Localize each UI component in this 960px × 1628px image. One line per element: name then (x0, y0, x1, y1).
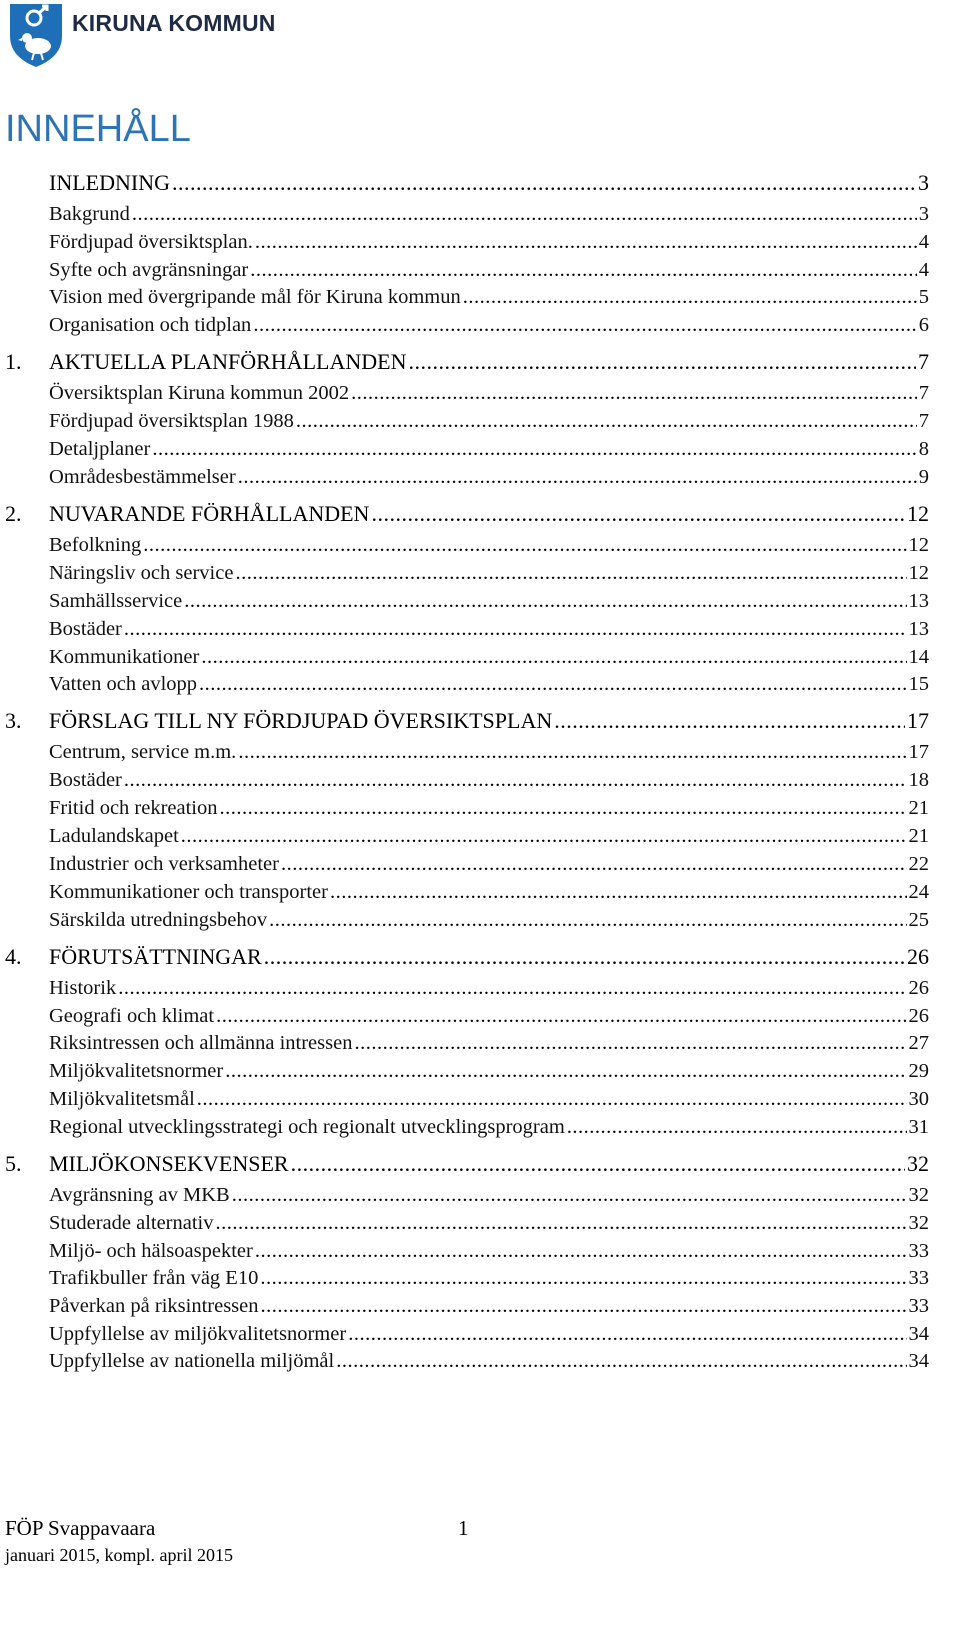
toc-entry-label: Bostäder (49, 769, 122, 791)
footer-page-number: 1 (458, 1516, 469, 1540)
toc-entry[interactable] (49, 201, 929, 227)
toc-entry-label: Geografi och klimat (49, 1005, 215, 1027)
toc-entry[interactable] (5, 944, 929, 970)
toc-entry-label: Historik (49, 977, 117, 999)
toc-entry-page: 24 (908, 881, 929, 903)
toc-entry-page: 7 (918, 382, 929, 404)
toc-leader-dots (255, 229, 917, 255)
toc-entry-label: Särskilda utredningsbehov (49, 909, 268, 931)
toc-entry-page: 13 (908, 590, 929, 612)
toc-leader-dots (260, 1265, 906, 1291)
toc-entry[interactable] (49, 1114, 929, 1140)
toc-entry-page: 32 (908, 1212, 929, 1234)
toc-entry-label: MILJÖKONSEKVENSER (49, 1151, 289, 1176)
toc-leader-dots (118, 975, 906, 1001)
toc-entry[interactable] (49, 588, 929, 614)
toc-entry[interactable] (49, 907, 929, 933)
toc-leader-dots (197, 1086, 907, 1112)
toc-entry-label: Miljö- och hälsoaspekter (49, 1240, 253, 1262)
toc-entry-page: 21 (908, 825, 929, 847)
toc-leader-dots (336, 1348, 906, 1374)
toc-leader-dots (291, 1151, 905, 1177)
toc-leader-dots (261, 1293, 907, 1319)
toc-leader-dots (199, 671, 906, 697)
toc-entry[interactable] (5, 170, 929, 196)
toc-leader-dots (235, 560, 906, 586)
toc-entry-label: Syfte och avgränsningar (49, 259, 249, 281)
toc-entry-label: Bostäder (49, 618, 122, 640)
toc-entry-number: 5. (5, 1151, 22, 1176)
toc-entry-label: Organisation och tidplan (49, 314, 252, 336)
toc-entry-number: 3. (5, 708, 22, 733)
toc-entry[interactable] (49, 1086, 929, 1112)
toc-entry-label: Fritid och rekreation (49, 797, 218, 819)
toc-entry[interactable] (49, 671, 929, 697)
toc-entry[interactable] (5, 1151, 929, 1177)
toc-leader-dots (371, 501, 905, 527)
toc-leader-dots (296, 408, 917, 434)
toc-entry-page: 22 (908, 853, 929, 875)
toc-entry-page: 15 (908, 673, 929, 695)
toc-leader-dots (184, 588, 906, 614)
toc-leader-dots (354, 1030, 906, 1056)
toc-leader-dots (281, 851, 907, 877)
toc-entry-label: Bakgrund (49, 203, 130, 225)
toc-entry-page: 6 (918, 314, 929, 336)
toc-entry[interactable] (5, 349, 929, 375)
toc-entry-page: 32 (908, 1184, 929, 1206)
toc-entry-page: 31 (908, 1116, 929, 1138)
toc-entry-page: 17 (907, 708, 929, 733)
toc-entry[interactable] (49, 257, 929, 283)
kiruna-logo (8, 2, 276, 72)
toc-entry-label: Miljökvalitetsnormer (49, 1060, 224, 1082)
toc-entry-label: Centrum, service m.m. (49, 741, 237, 763)
toc-leader-dots (255, 1238, 907, 1264)
toc-entry-number: 4. (5, 944, 22, 969)
toc-entry-label: Ladulandskapet (49, 825, 179, 847)
toc-entry[interactable] (49, 616, 929, 642)
toc-entry-page: 13 (908, 618, 929, 640)
toc-entry-page: 26 (908, 977, 929, 999)
toc-entry-page: 26 (908, 1005, 929, 1027)
toc-entry[interactable] (49, 229, 929, 255)
toc-entry-label: Uppfyllelse av miljökvalitetsnormer (49, 1323, 347, 1345)
toc-entry-page: 17 (908, 741, 929, 763)
toc-leader-dots (330, 879, 907, 905)
toc-leader-dots (216, 1210, 907, 1236)
toc-leader-dots (408, 349, 916, 375)
toc-entry-page: 7 (918, 410, 929, 432)
crest-icon (8, 2, 64, 68)
toc-entry-label: Befolkning (49, 534, 142, 556)
toc-entry-label: Avgränsning av MKB (49, 1184, 230, 1206)
toc-leader-dots (269, 907, 906, 933)
toc-entry[interactable] (49, 1210, 929, 1236)
toc-leader-dots (143, 532, 906, 558)
toc-entry-page: 34 (908, 1350, 929, 1372)
toc-leader-dots (554, 708, 905, 734)
toc-entry-label: Riksintressen och allmänna intressen (49, 1032, 353, 1054)
toc-entry-page: 12 (907, 501, 929, 526)
toc-entry-label: Regional utvecklingsstrategi och regionalt utvecklingsprogram (49, 1116, 565, 1138)
toc-entry-label: AKTUELLA PLANFÖRHÅLLANDEN (49, 349, 407, 374)
toc-leader-dots (351, 380, 917, 406)
page-title: INNEHÅLL (5, 108, 191, 150)
footer-date: januari 2015, kompl. april 2015 (5, 1545, 233, 1565)
toc-entry-label: Vision med övergripande mål för Kiruna kommun (49, 286, 461, 308)
toc-entry[interactable] (49, 408, 929, 434)
toc-entry[interactable] (49, 1238, 929, 1264)
toc-entry-label: Samhällsservice (49, 590, 183, 612)
toc-entry-page: 3 (918, 203, 929, 225)
toc-entry-label: Fördjupad översiktsplan 1988 (49, 410, 294, 432)
toc-entry[interactable] (49, 464, 929, 490)
toc-entry[interactable] (49, 1058, 929, 1084)
toc-leader-dots (181, 823, 907, 849)
toc-leader-dots (201, 644, 906, 670)
toc-entry[interactable] (49, 767, 929, 793)
toc-leader-dots (152, 436, 916, 462)
toc-entry-label: Kommunikationer (49, 646, 200, 668)
toc-leader-dots (216, 1003, 906, 1029)
toc-entry[interactable] (49, 284, 929, 310)
toc-entry[interactable] (49, 823, 929, 849)
toc-entry[interactable] (49, 1348, 929, 1374)
toc-entry-label: Näringsliv och service (49, 562, 234, 584)
toc-entry[interactable] (49, 975, 929, 1001)
toc-entry-page: 8 (918, 438, 929, 460)
toc-leader-dots (238, 739, 906, 765)
toc-entry-label: INLEDNING (49, 170, 170, 195)
toc-entry-label: Industrier och verksamheter (49, 853, 279, 875)
toc-entry-label: Vatten och avlopp (49, 673, 198, 695)
toc-entry-number: 1. (5, 349, 22, 374)
toc-entry-page: 33 (908, 1295, 929, 1317)
toc-entry-page: 27 (908, 1032, 929, 1054)
toc-entry-label: Studerade alternativ (49, 1212, 214, 1234)
toc-leader-dots (253, 312, 916, 338)
toc-entry-page: 4 (918, 231, 929, 253)
toc-entry-label: Påverkan på riksintressen (49, 1295, 259, 1317)
toc-entry[interactable] (49, 644, 929, 670)
toc-leader-dots (232, 1182, 907, 1208)
toc-entry[interactable] (49, 1265, 929, 1291)
toc-entry-page: 29 (908, 1060, 929, 1082)
toc-entry-page: 5 (918, 286, 929, 308)
toc-leader-dots (124, 767, 907, 793)
toc-entry-page: 18 (908, 769, 929, 791)
toc-entry-label: Trafikbuller från väg E10 (49, 1267, 259, 1289)
toc-leader-dots (220, 795, 907, 821)
toc-entry-label: Kommunikationer och transporter (49, 881, 328, 903)
toc-entry-label: Översiktsplan Kiruna kommun 2002 (49, 382, 350, 404)
toc-entry-page: 34 (908, 1323, 929, 1345)
toc-entry-label: Fördjupad översiktsplan. (49, 231, 253, 253)
toc-entry-page: 12 (908, 534, 929, 556)
toc-entry-number: 2. (5, 501, 22, 526)
toc-entry-page: 21 (908, 797, 929, 819)
toc-entry-page: 3 (918, 170, 929, 195)
toc-entry[interactable] (49, 380, 929, 406)
toc-leader-dots (172, 170, 916, 196)
toc-entry[interactable] (49, 560, 929, 586)
toc-entry-label: Detaljplaner (49, 438, 151, 460)
toc-entry[interactable] (49, 312, 929, 338)
toc-entry-label: NUVARANDE FÖRHÅLLANDEN (49, 501, 370, 526)
toc-entry[interactable] (49, 532, 929, 558)
toc-entry[interactable] (49, 1293, 929, 1319)
toc-leader-dots (124, 616, 907, 642)
toc-entry-page: 25 (908, 909, 929, 931)
toc-entry-page: 30 (908, 1088, 929, 1110)
toc-entry-label: Uppfyllelse av nationella miljömål (49, 1350, 335, 1372)
toc-leader-dots (567, 1114, 907, 1140)
toc-entry-page: 14 (908, 646, 929, 668)
toc-entry[interactable] (49, 436, 929, 462)
toc-entry-label: FÖRUTSÄTTNINGAR (49, 944, 262, 969)
toc-leader-dots (238, 464, 917, 490)
toc-leader-dots (264, 944, 905, 970)
toc-entry-label: FÖRSLAG TILL NY FÖRDJUPAD ÖVERSIKTSPLAN (49, 708, 553, 733)
toc-entry[interactable] (49, 1182, 929, 1208)
toc-entry-label: Områdesbestämmelser (49, 466, 236, 488)
organization-name: KIRUNA KOMMUN (72, 10, 276, 36)
toc-leader-dots (132, 201, 917, 227)
footer-document-title: FÖP Svappavaara (5, 1516, 156, 1540)
toc-entry-page: 7 (918, 349, 929, 374)
toc-leader-dots (463, 284, 917, 310)
toc-entry[interactable] (49, 1003, 929, 1029)
toc-leader-dots (348, 1321, 906, 1347)
toc-entry-page: 32 (907, 1151, 929, 1176)
toc-entry-page: 33 (908, 1240, 929, 1262)
toc-entry[interactable] (49, 851, 929, 877)
toc-entry-page: 9 (918, 466, 929, 488)
toc-entry[interactable] (49, 739, 929, 765)
toc-entry[interactable] (49, 1321, 929, 1347)
toc-entry[interactable] (5, 708, 929, 734)
toc-leader-dots (225, 1058, 906, 1084)
toc-entry-label: Miljökvalitetsmål (49, 1088, 195, 1110)
toc-entry-page: 12 (908, 562, 929, 584)
toc-entry[interactable] (49, 879, 929, 905)
toc-entry[interactable] (5, 501, 929, 527)
toc-entry[interactable] (49, 795, 929, 821)
toc-entry-page: 4 (918, 259, 929, 281)
toc-entry-page: 33 (908, 1267, 929, 1289)
toc-entry-page: 26 (907, 944, 929, 969)
toc-entry[interactable] (49, 1030, 929, 1056)
toc-leader-dots (250, 257, 917, 283)
